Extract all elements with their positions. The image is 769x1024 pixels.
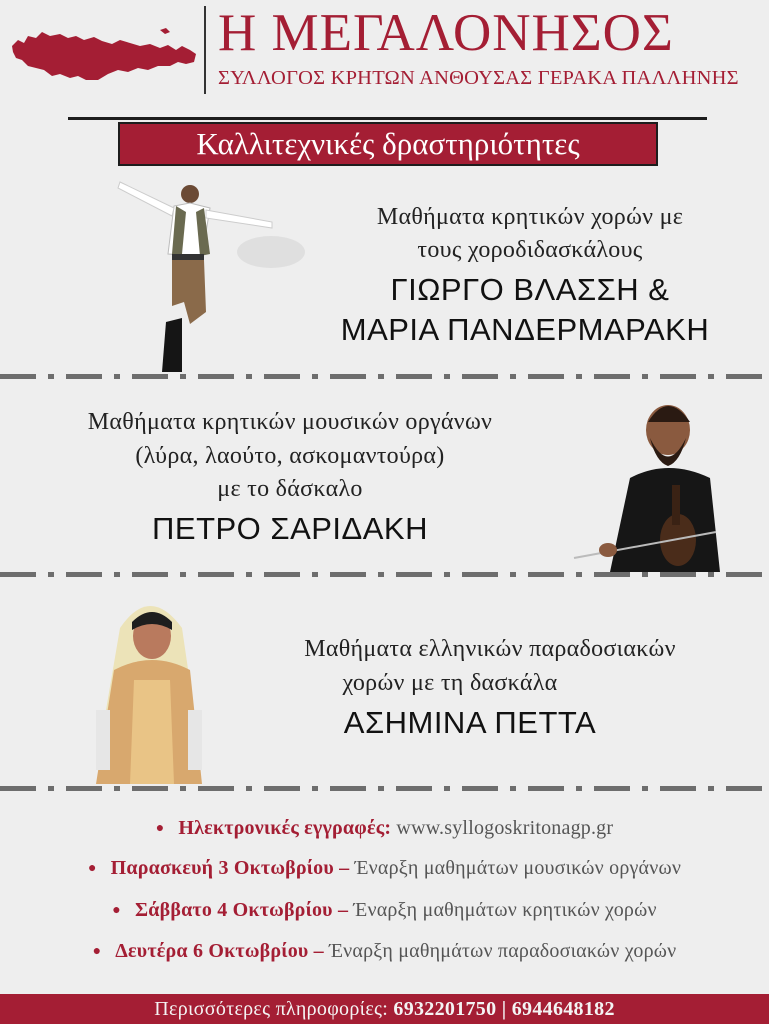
bullet-icon: ● xyxy=(112,903,121,918)
phone-number-1[interactable]: 6932201750 xyxy=(393,998,497,1020)
organization-subtitle: ΣΥΛΛΟΓΟΣ ΚΡΗΤΩΝ ΑΝΘΟΥΣΑΣ ΓΕΡΑΚΑ ΠΑΛΛΗΝΗΣ xyxy=(218,67,739,89)
section-title-banner: Καλλιτεχνικές δραστηριότητες xyxy=(118,122,658,166)
footer-label: Περισσότερες πληροφορίες: xyxy=(154,998,389,1020)
organization-title: Η ΜΕΓΑΛΟΝΗΣΟΣ xyxy=(218,4,674,62)
section-divider xyxy=(0,572,769,577)
section-3-line-1: Μαθήματα ελληνικών παραδοσιακών xyxy=(304,636,676,662)
section-2-teacher: ΠΕΤΡΟ ΣΑΡΙΔΑΚΗ xyxy=(152,511,428,546)
section-3-teacher: ΑΣΗΜΙΝΑ ΠΕΤΤΑ xyxy=(343,705,597,740)
bullet-icon: ● xyxy=(87,861,97,876)
section-1-line-1: Μαθήματα κρητικών χορών με xyxy=(376,204,684,230)
section-2-line-2: (λύρα, λαούτο, ασκομαντούρα) xyxy=(135,443,445,469)
registration-website-link[interactable]: www.syllogoskritonagp.gr xyxy=(396,817,614,839)
male-dancer-photo xyxy=(106,172,306,376)
header-divider xyxy=(204,6,206,94)
crete-island-map-icon xyxy=(10,10,200,90)
section-2-line-3: με το δάσκαλο xyxy=(217,476,363,502)
section-3-line-2: χορών με τη δασκάλα xyxy=(342,670,558,696)
phone-separator: | xyxy=(501,998,507,1020)
phone-number-2[interactable]: 6944648182 xyxy=(511,998,615,1020)
info-item-music-start: ● Παρασκευή 3 Οκτωβρίου – Έναρξη μαθημάτων μουσικών οργάνων xyxy=(87,857,682,879)
section-divider xyxy=(0,374,769,379)
info-item-registration: ● Ηλεκτρονικές εγγραφές: www.syllogoskritonagp.gr xyxy=(155,817,614,839)
info-item-cretan-dance-start: ● Σάββατο 4 Οκτωβρίου – Έναρξη μαθημάτων κρητικών χορών xyxy=(112,899,657,921)
female-dancer-photo xyxy=(90,590,208,784)
section-2-line-1: Μαθήματα κρητικών μουσικών οργάνων xyxy=(87,409,493,435)
section-1-teacher-1: ΓΙΩΡΓΟ ΒΛΑΣΣΗ & xyxy=(390,272,670,307)
section-1-teacher-2: ΜΑΡΙΑ ΠΑΝΔΕΡΜΑΡΑΚΗ xyxy=(340,312,710,347)
footer-contact-bar xyxy=(0,994,769,1024)
bullet-icon: ● xyxy=(92,944,102,959)
info-item-traditional-dance-start: ● Δευτέρα 6 Οκτωβρίου – Έναρξη μαθημάτων παραδοσιακών χορών xyxy=(92,940,677,962)
bullet-icon: ● xyxy=(155,821,165,836)
section-1-line-2: τους χοροδιδασκάλους xyxy=(417,237,643,263)
musician-with-lyra-photo xyxy=(570,390,720,572)
section-divider xyxy=(0,786,769,791)
banner-rule xyxy=(68,117,707,120)
